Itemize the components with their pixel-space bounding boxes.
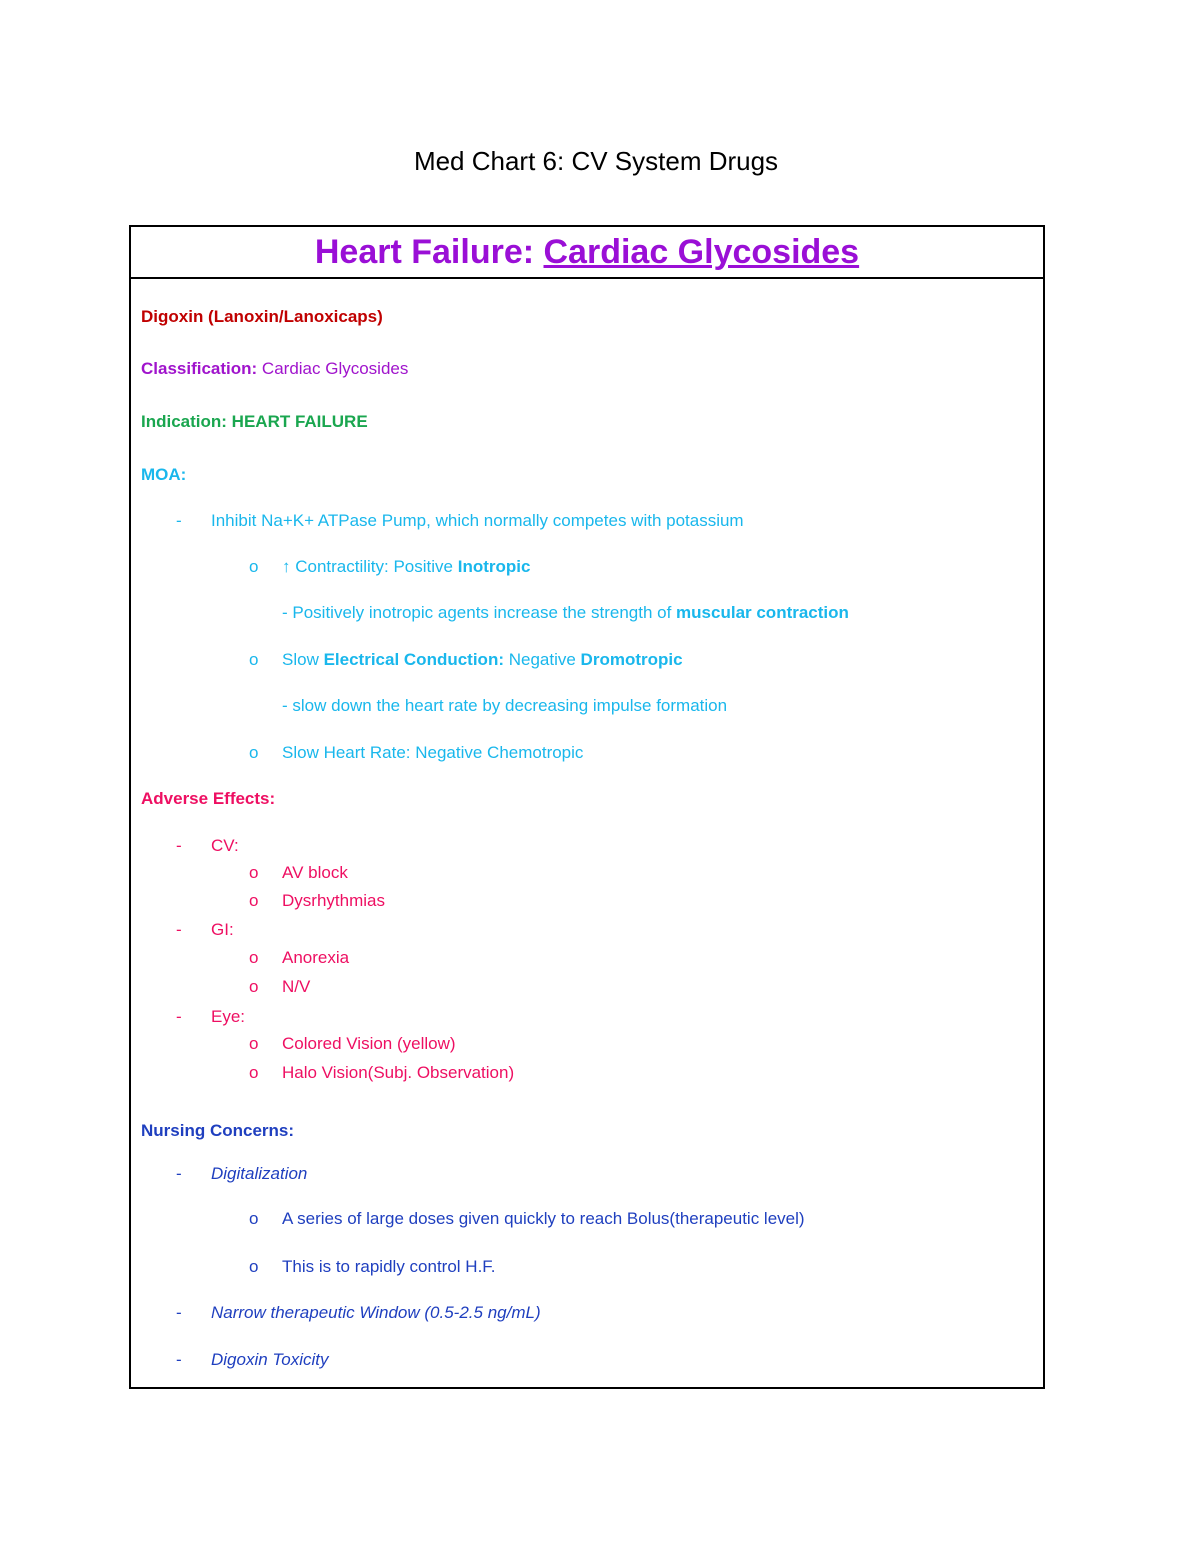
- indication-value: HEART FAILURE: [226, 412, 368, 431]
- bullet-marker: o: [249, 863, 259, 882]
- moa-e2-b: Electrical Conduction:: [323, 650, 504, 669]
- moa-effect-inotropic-text: Contractility: Positive: [290, 557, 458, 576]
- indication-label: Indication:: [141, 412, 227, 431]
- bullet-marker: o: [249, 557, 259, 576]
- drug-name: Digoxin (Lanoxin/Lanoxicaps): [141, 307, 383, 326]
- adverse-gi: GI:: [211, 920, 234, 939]
- header-prefix: Heart Failure:: [314, 233, 544, 271]
- classification-label: Classification:: [141, 359, 258, 378]
- list-item: This is to rapidly control H.F.: [282, 1257, 496, 1276]
- list-item: A series of large doses given quickly to reach Bolus(therapeutic level): [282, 1209, 805, 1228]
- moa-effect-inotropic-term: Inotropic: [457, 557, 531, 576]
- classification: [141, 359, 408, 379]
- bullet-marker: o: [249, 650, 259, 669]
- card-header: [131, 227, 1043, 279]
- bullet-marker: o: [249, 1034, 259, 1053]
- moa-effect-inotropic: [282, 557, 530, 577]
- list-item: Halo Vision(Subj. Observation): [282, 1063, 515, 1082]
- moa-inotropic-note: [282, 603, 849, 623]
- dash-marker: -: [176, 1007, 182, 1026]
- dash-marker: -: [176, 511, 182, 530]
- document-title: Med Chart 6: CV System Drugs: [413, 146, 779, 176]
- nursing-toxicity: Digoxin Toxicity: [211, 1350, 329, 1369]
- bullet-marker: o: [249, 1063, 259, 1082]
- moa-e2-a: Slow: [282, 650, 324, 669]
- bullet-marker: o: [249, 948, 259, 967]
- dash-marker: -: [176, 1350, 182, 1369]
- dash-marker: -: [176, 920, 182, 939]
- bullet-marker: o: [249, 1257, 259, 1276]
- indication: [141, 412, 368, 432]
- adverse-eye: Eye:: [211, 1007, 246, 1026]
- moa-inotropic-note-term: muscular contraction: [676, 603, 849, 622]
- moa-effect-chemotropic: Slow Heart Rate: Negative Chemotropic: [282, 743, 584, 762]
- classification-value: Cardiac Glycosides: [257, 359, 409, 378]
- list-item: Anorexia: [282, 948, 350, 967]
- dash-marker: -: [176, 1303, 182, 1322]
- bullet-marker: o: [249, 743, 259, 762]
- list-item: Dysrhythmias: [282, 891, 385, 910]
- moa-effect-dromotropic: [282, 650, 683, 670]
- nursing-digitalization: Digitalization: [211, 1164, 308, 1183]
- moa-label: MOA:: [141, 465, 187, 484]
- adverse-label: Adverse Effects:: [141, 789, 276, 808]
- moa-inotropic-note-text: - Positively inotropic agents increase the strength of: [282, 603, 677, 622]
- header-link[interactable]: Cardiac Glycosides: [543, 233, 860, 271]
- up-arrow-icon: ↑: [282, 557, 291, 576]
- moa-main: Inhibit Na+K+ ATPase Pump, which normally competes with potassium: [211, 511, 744, 530]
- moa-e2-c: Negative: [504, 650, 581, 669]
- moa-e2-d: Dromotropic: [580, 650, 683, 669]
- moa-dromotropic-note: - slow down the heart rate by decreasing impulse formation: [282, 696, 728, 715]
- dash-marker: -: [176, 836, 182, 855]
- nursing-window: Narrow therapeutic Window (0.5-2.5 ng/mL): [211, 1303, 541, 1322]
- list-item: AV block: [282, 863, 348, 882]
- dash-marker: -: [176, 1164, 182, 1183]
- nursing-label: Nursing Concerns:: [141, 1121, 295, 1140]
- bullet-marker: o: [249, 1209, 259, 1228]
- bullet-marker: o: [249, 891, 259, 910]
- adverse-cv: CV:: [211, 836, 239, 855]
- list-item: Colored Vision (yellow): [282, 1034, 456, 1053]
- list-item: N/V: [282, 977, 311, 996]
- bullet-marker: o: [249, 977, 259, 996]
